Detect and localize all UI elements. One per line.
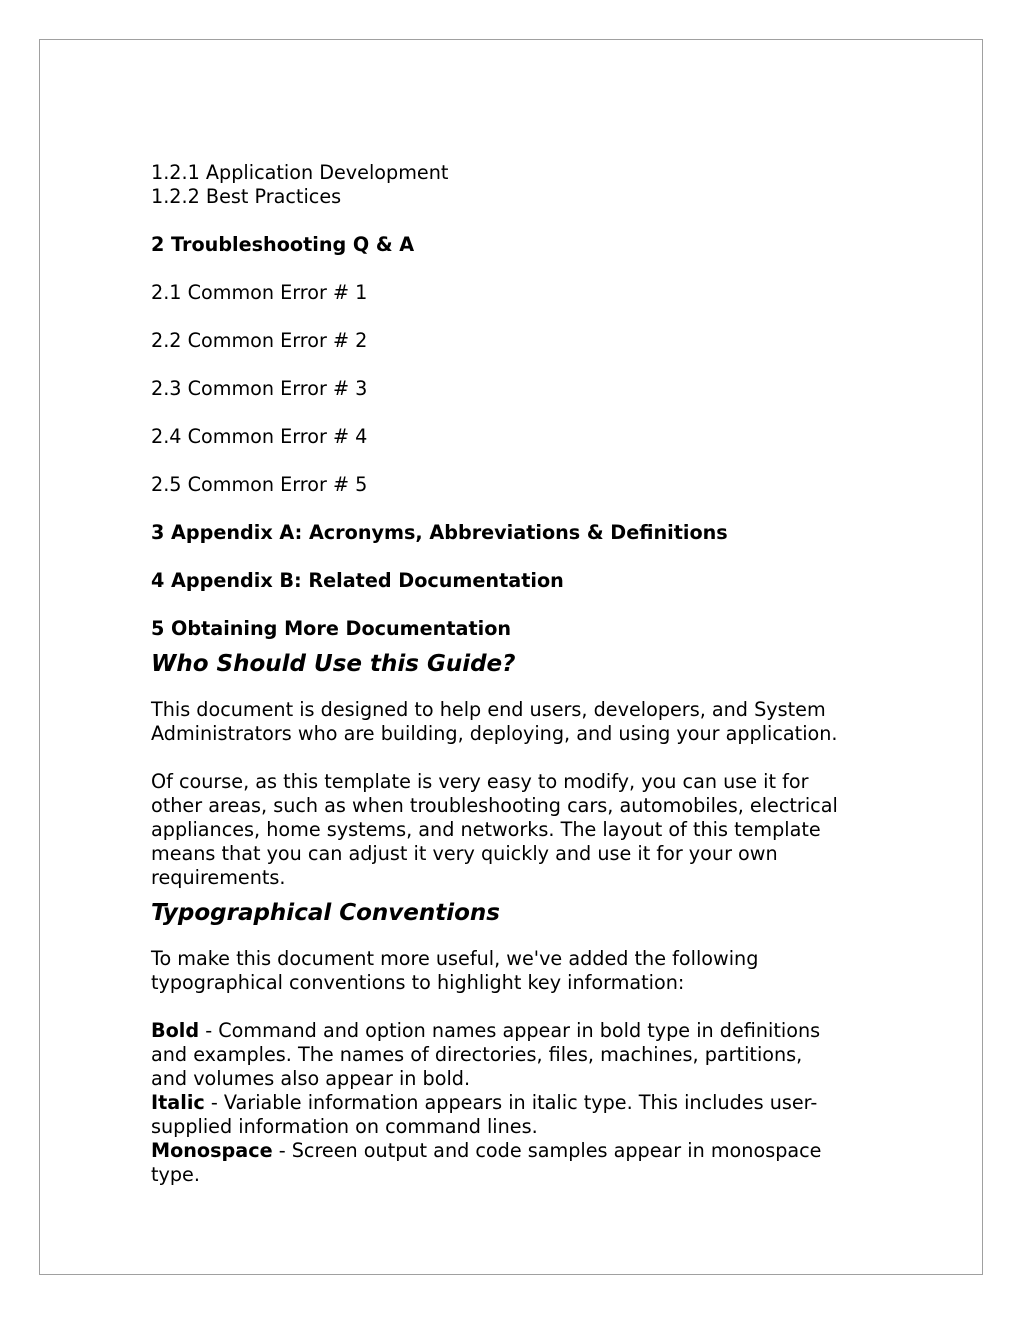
convention-monospace-term: Monospace bbox=[151, 1139, 273, 1162]
who-heading: Who Should Use this Guide? bbox=[151, 651, 516, 677]
convention-bold-term: Bold bbox=[151, 1019, 200, 1042]
toc-entry-2-1: 2.1 Common Error # 1 bbox=[151, 281, 368, 304]
convention-bold: Bold - Command and option names appear in bold type in definitions and examples. The names of directories, files, machines, partitions, and volumes also appear in bold. bbox=[151, 1019, 821, 1090]
toc-entry-2-3: 2.3 Common Error # 3 bbox=[151, 377, 368, 400]
toc-entry-1-2-2: 1.2.2 Best Practices bbox=[151, 185, 342, 208]
who-paragraph-2: Of course, as this template is very easy to modify, you can use it for other areas, such as when troubleshooting cars, automobiles, electrical appliances, home systems, and networks. The layout of this template means that you can adjust it very quickly and use it for your own requirements. bbox=[151, 770, 838, 889]
toc-section-4: 4 Appendix B: Related Documentation bbox=[151, 569, 564, 592]
toc-entry-2-5: 2.5 Common Error # 5 bbox=[151, 473, 368, 496]
page-content bbox=[151, 161, 891, 1187]
toc-entry-2-2: 2.2 Common Error # 2 bbox=[151, 329, 368, 352]
toc-section-2: 2 Troubleshooting Q & A bbox=[151, 233, 415, 256]
convention-italic-term: Italic bbox=[151, 1091, 205, 1114]
toc-section-3: 3 Appendix A: Acronyms, Abbreviations & Definitions bbox=[151, 521, 728, 544]
toc-section-5: 5 Obtaining More Documentation bbox=[151, 617, 512, 640]
convention-italic: Italic - Variable information appears in italic type. This includes user- supplied information on command lines. bbox=[151, 1091, 818, 1138]
toc-entry-2-4: 2.4 Common Error # 4 bbox=[151, 425, 368, 448]
typo-intro: To make this document more useful, we've added the following typographical conventions to highlight key information: bbox=[151, 947, 759, 994]
convention-monospace: Monospace - Screen output and code samples appear in monospace type. bbox=[151, 1139, 822, 1186]
who-paragraph-1: This document is designed to help end users, developers, and System Administrators who are building, deploying, and using your application. bbox=[151, 698, 838, 745]
toc-entry-1-2-1: 1.2.1 Application Development bbox=[151, 161, 449, 184]
typo-heading: Typographical Conventions bbox=[151, 900, 500, 926]
document-page bbox=[39, 39, 983, 1275]
